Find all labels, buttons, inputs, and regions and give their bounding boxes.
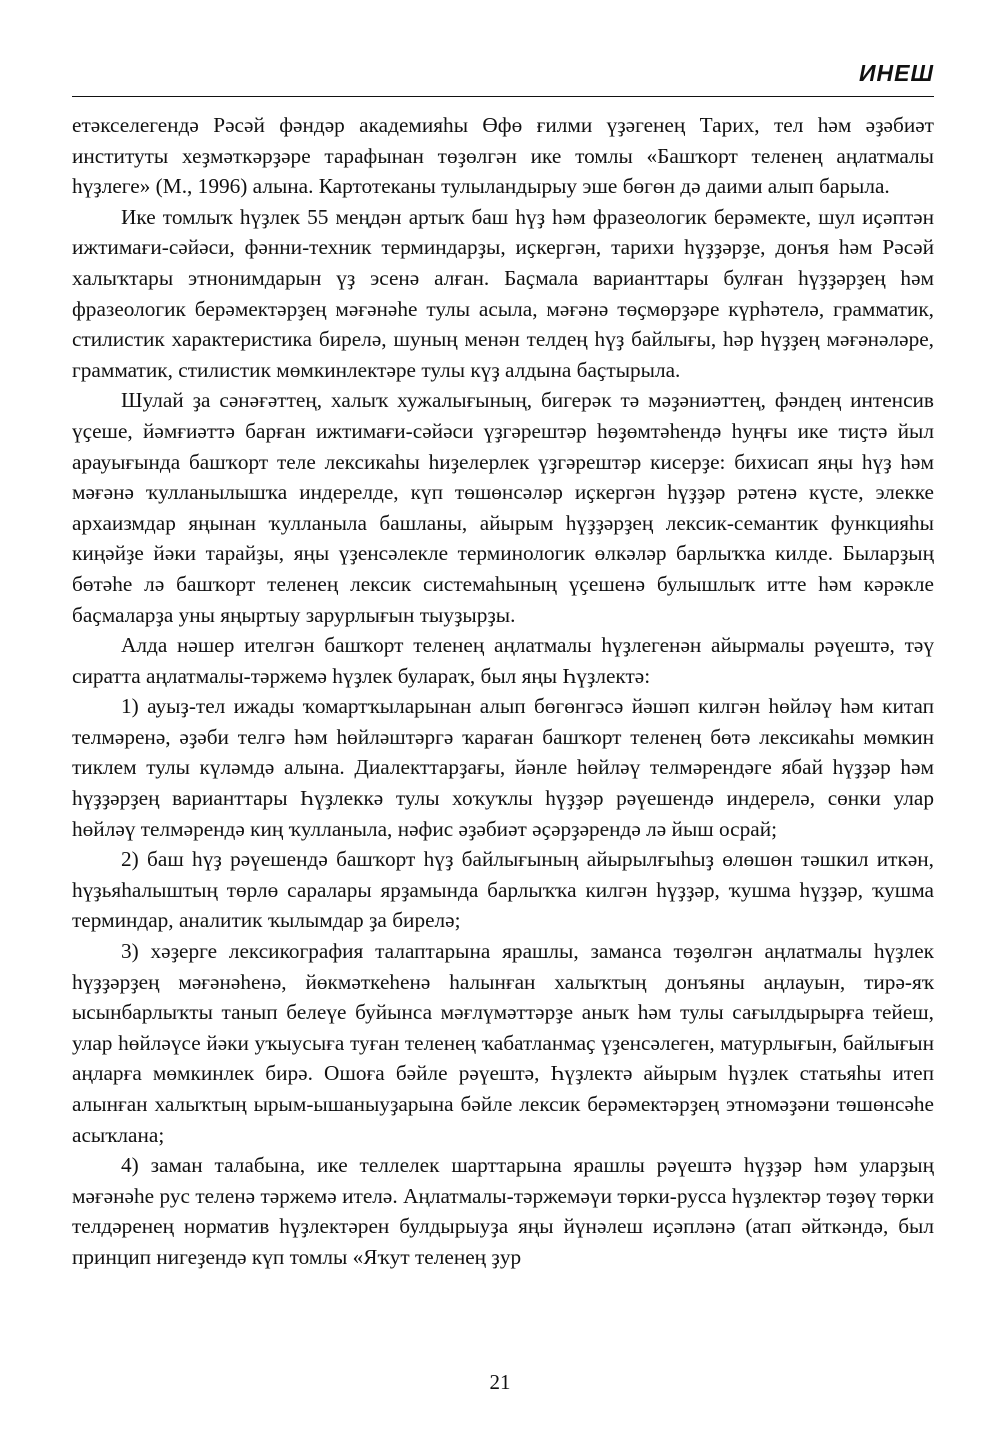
paragraph: Шулай ҙа сәнәғәттең, халыҡ хужалығының, бигерәк тә мәҙәниәттең, фәндең интенсив үҫеше, йәмғиәттә барған ижтимағи-сәйәси үҙгәрештәр һөҙөмтәһендә һуңғы ике тиҫтә йыл арауығында башҡорт теле лексикаһы һиҙелерлек үҙгәрештәр кисерҙе: бихисап яңы һүҙ һәм мәғәнә ҡулланылышҡа индерелде, күп төшөнсәләр иҫкергән һүҙҙәр рәтенә күсте, элекке архаизмдар яңынан ҡулланыла башланы, айырым һүҙҙәрҙең лексик-семантик функцияһы киңәйҙе йәки тарайҙы, яңы үҙенсәлекле терминологик өлкәләр барлыҡҡа килде. Быларҙың бөтәһе лә башҡорт теленең лексик системаһының үҫешенә булышлыҡ итте һәм кәрәкле баҫмаларҙа уны яңыртыу зарурлығын тыуҙырҙы. — [72, 388, 934, 627]
header-rule — [72, 96, 934, 97]
page-number: 21 — [489, 1370, 511, 1394]
list-item: 2) баш һүҙ рәүешендә башҡорт һүҙ байлығының айырылғыһыҙ өлөшөн тәшкил иткән, һүҙьяһалыштың төрлө саралары ярҙамында барлыҡҡа килгән һүҙҙәр, ҡушма һүҙҙәр, ҡушма терминдар, аналитик ҡылымдар ҙа бирелә; — [72, 847, 934, 933]
list-item: 1) ауыҙ-тел ижады ҡомартҡыларынан алып бөгөнгәсә йәшәп килгән һөйләү һәм китап телмәренә, әҙәби телгә һәм һөйләштәргә ҡараған башҡорт теленең бөтә лексикаһы мөмкин тиклем тулы күләмдә алына. Диалекттарҙағы, йәнле һөйләү телмәрендәге ябай һүҙҙәр һәм һүҙҙәрҙең варианттары Һүҙлеккә тулы хоҡуҡлы һүҙҙәр рәүешендә индерелә, сөнки улар һөйләү телмәрендә киң ҡулланыла, нәфис әҙәбиәт әҫәрҙәрендә лә йыш осрай; — [72, 694, 934, 841]
paragraph: Ике томлыҡ һүҙлек 55 меңдән артыҡ баш һүҙ һәм фразеологик берәмекте, шул иҫәптән ижтимағи-сәйәси, фәнни-техник терминдарҙы, иҫкергән, тарихи һүҙҙәрҙе, донъя һәм Рәсәй халыҡтары этнонимдарын үҙ эсенә алған. Баҫмала варианттары булған һүҙҙәрҙең һәм фразеологик берәмектәрҙең мәғәнәһе тулы асыла, мәғәнә төҫмөрҙәре күрһәтелә, грамматик, стилистик характеристика бирелә, шуның менән телдең һүҙ байлығы, һәр һүҙҙең мәғәнәләре, грамматик, стилистик мөмкинлектәре тулы күҙ алдына баҫтырыла. — [72, 204, 934, 382]
page-body — [72, 110, 934, 1273]
paragraph: етәкселегендә Рәсәй фәндәр академияһы Өфө ғилми үҙәгенең Тарих, тел һәм әҙәбиәт институты хеҙмәткәрҙәре тарафынан төҙөлгән ике томлы «Башҡорт теленең аңлатмалы һүҙлеге» (М., 1996) алына. Картотеканы тулыландырыу эше бөгөн дә даими алып барыла. — [72, 113, 934, 199]
list-item: 3) хәҙерге лексикография талаптарына ярашлы, заманса төҙөлгән аңлатмалы һүҙлек һүҙҙәрҙең мәғәнәһенә, йөкмәткеһенә һалынған халыҡтың донъяны аңлауын, тирә-яҡ ысынбарлыҡты танып белеүе буйынса мәғлүмәттәрҙе аныҡ һәм тулы сағылдырырға тейеш, улар һөйләүсе йәки уҡыусыға туған теленең ҡабатланмаҫ үҙенсәлеген, матурлығын, байлығын аңларға мөмкинлек бирә. Ошоға бәйле рәүештә, Һүҙлектә айырым һүҙлек статьяһы итеп алынған халыҡтың ырым-ышаныуҙарына бәйле лексик берәмектәрҙең этномәҙәни төшөнсәһе асыҡлана; — [72, 939, 934, 1147]
list-item: 4) заман талабына, ике теллелек шарттарына ярашлы рәүештә һүҙҙәр һәм уларҙың мәғәнәһе рус теленә тәржемә ителә. Аңлатмалы-тәржемәүи төрки-русса һүҙлектәр төҙөү төрки телдәренең норматив һүҙлектәрен булдырыуҙа яңы йүнәлеш иҫәпләнә (атап әйткәндә, был принцип нигеҙендә күп томлы «Яҡут теленең ҙур — [72, 1153, 934, 1269]
paragraph: Алда нәшер ителгән башҡорт теленең аңлатмалы һүҙлегенән айырмалы рәүештә, тәү сиратта аңлатмалы-тәржемә һүҙлек булараҡ, был яңы Һүҙлектә: — [72, 633, 934, 688]
running-header-title: ИНЕШ — [858, 60, 934, 86]
